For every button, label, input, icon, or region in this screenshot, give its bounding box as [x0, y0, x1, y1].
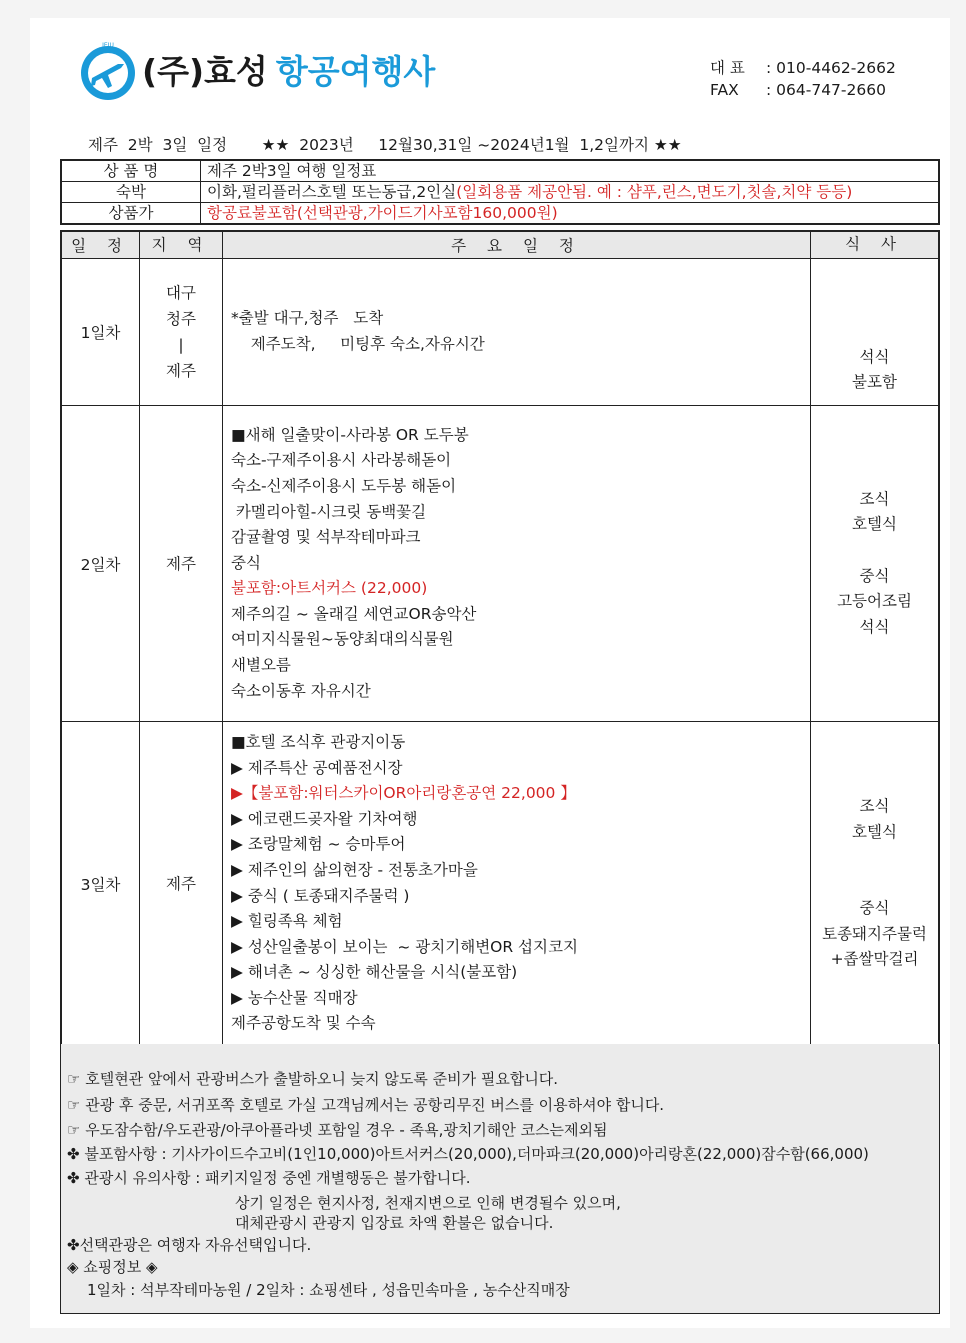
meal-item: 중식	[859, 566, 890, 585]
schedule-item: ▶ 성산일출봉이 보이는 ~ 광치기해변OR 섭지코지	[231, 937, 578, 956]
airplane-globe-logo-icon	[78, 42, 138, 102]
meal-item: 호텔식	[852, 515, 897, 534]
contact-phone-key: 대 표	[710, 59, 745, 77]
region-item: 청주	[166, 310, 196, 328]
logo-text: JEJU	[102, 42, 114, 49]
schedule-item: 숙소-신제주이용시 도두봉 해돋이	[231, 476, 457, 495]
itinerary-row-day2	[61, 406, 939, 722]
info-row-product-name	[61, 160, 939, 182]
contact-fax	[710, 81, 886, 99]
region-item: 대구	[166, 284, 196, 302]
schedule-cell	[223, 259, 811, 406]
note-line: 대체관광시 관광지 입장료 차액 환불은 없습니다.	[235, 1214, 554, 1232]
schedule-item: 감귤촬영 및 석부작테마파크	[231, 528, 421, 547]
meal-item: 조식	[859, 796, 890, 815]
schedule-item: 중식	[231, 553, 261, 572]
meal-item	[811, 294, 938, 320]
meal-item	[811, 319, 938, 345]
meal-item: 석식	[859, 617, 890, 636]
company-name	[142, 46, 435, 93]
header-meal: 식 사	[811, 231, 940, 259]
shopping-info-line: 1일차 : 석부작테마농원 / 2일차 : 쇼핑센타 , 성읍민속마을 , 농수산직매장	[87, 1281, 570, 1299]
note-line: ✤선택관광은 여행자 자유선택입니다.	[67, 1236, 312, 1254]
day-label: 2일차	[61, 406, 140, 722]
notes-box	[60, 1044, 940, 1314]
meal-item	[811, 268, 938, 294]
note-line: ☞ 관광 후 중문, 서귀포쪽 호텔로 가실 고객님께서는 공항리무진 버스를 이용하셔야 합니다.	[67, 1096, 665, 1114]
schedule-item: ▶ 제주특산 공예품전시장	[231, 758, 403, 777]
schedule-item: 제주도착, 미팅후 숙소,자유시간	[231, 335, 485, 353]
region-item: 제주	[166, 874, 196, 893]
info-label: 상품가	[61, 203, 201, 225]
info-value	[201, 203, 940, 225]
meal-item	[811, 871, 938, 897]
day-label: 3일차	[61, 722, 140, 1047]
meal-item: 불포함	[852, 373, 897, 392]
region-item: 제주	[166, 362, 196, 380]
schedule-item: 숙소-구제주이용시 사라봉해돋이	[231, 451, 452, 470]
region-item: 제주	[166, 554, 196, 573]
schedule-cell	[223, 722, 811, 1047]
info-label: 숙박	[61, 182, 201, 203]
info-value	[201, 182, 940, 203]
schedule-item: 제주의길 ~ 올래길 세연교OR송악산	[231, 604, 477, 623]
contact-phone-value: : 010-4462-2662	[766, 59, 896, 77]
header-region: 지 역	[140, 231, 223, 259]
company-prefix: (주)효성	[142, 52, 268, 91]
schedule-cell	[223, 406, 811, 722]
note-line: ☞ 호텔현관 앞에서 관광버스가 출발하오니 늦지 않도록 준비가 필요합니다.	[67, 1070, 559, 1088]
schedule-item: ▶ 제주인의 삶의현장 - 전통초가마을	[231, 860, 478, 879]
region-item: |	[178, 336, 184, 354]
meal-item: 호텔식	[852, 822, 897, 841]
note-line: 상기 일정은 현지사정, 천재지변으로 인해 변경될수 있으며,	[235, 1194, 621, 1212]
info-value-text: 이화,펄리플러스호텔 또는동급,2인실	[207, 183, 457, 201]
meal-item: 석식	[859, 347, 890, 366]
contact-fax-key: FAX	[710, 81, 739, 99]
itinerary-header-row	[61, 231, 939, 259]
itinerary-row-day3	[61, 722, 939, 1047]
info-value-note: (일회용품 제공안됨. 예 : 샴푸,린스,면도기,칫솔,치약 등등)	[456, 183, 853, 201]
contact-phone	[710, 56, 896, 78]
schedule-item: 불포함:아트서커스 (22,000)	[231, 579, 428, 598]
info-value-text: 제주 2박3일 여행 일정표	[207, 162, 377, 180]
schedule-item: ▶ 해녀촌 ~ 싱싱한 해산물을 시식(불포함)	[231, 963, 518, 982]
info-label: 상 품 명	[61, 160, 201, 182]
header-schedule: 주 요 일 정	[223, 231, 811, 259]
schedule-item: 제주공항도착 및 수속	[231, 1014, 376, 1033]
meal-cell	[811, 722, 940, 1047]
meal-item: 중식	[859, 899, 890, 918]
schedule-item: ■호텔 조식후 관광지이동	[231, 732, 406, 751]
info-value-note: 항공료불포함(선택관광,가이드기사포함160,000원)	[207, 204, 558, 222]
meal-item	[811, 538, 938, 564]
schedule-item: 숙소이동후 자유시간	[231, 681, 371, 700]
info-row-lodging	[61, 182, 939, 203]
schedule-item: ▶ 조랑말체험 ~ 승마투어	[231, 835, 406, 854]
schedule-item: ▶ 중식 ( 토종돼지주물럭 )	[231, 886, 410, 905]
schedule-item: 새별오름	[231, 656, 291, 675]
note-line: ✤ 불포함사항 : 기사가이드수고비(1인10,000)아트서커스(20,000),더마파크(20,000)아리랑혼(22,000)잠수함(66,000)	[67, 1145, 869, 1163]
schedule-item: ▶ 농수산물 직매장	[231, 988, 358, 1007]
note-line: ✤ 관광시 유의사항 : 패키지일정 중엔 개별행동은 불가합니다.	[67, 1169, 471, 1187]
itinerary-row-day1	[61, 259, 939, 406]
meal-cell	[811, 259, 940, 406]
day-label: 1일차	[61, 259, 140, 406]
shopping-info-heading: ◈ 쇼핑정보 ◈	[67, 1258, 158, 1276]
contact-fax-value: : 064-747-2660	[766, 81, 886, 99]
itinerary-table	[60, 230, 940, 1047]
meal-item: +좁쌀막걸리	[830, 950, 919, 969]
meal-cell	[811, 406, 940, 722]
itinerary-title-line: 제주 2박 3일 일정 ★★ 2023년 12월30,31일 ~2024년1월 1,2일까지 ★★	[88, 136, 682, 154]
schedule-item: ▶ 힐링족욕 체험	[231, 912, 343, 931]
schedule-item: ■새해 일출맞이-사라봉 OR 도두봉	[231, 425, 469, 444]
region-cell	[140, 722, 223, 1047]
meal-item: 토종돼지주물럭	[822, 924, 927, 943]
region-cell	[140, 406, 223, 722]
schedule-item: *출발 대구,청주 도착	[231, 309, 384, 328]
meal-item: 고등어조림	[837, 592, 912, 611]
schedule-item: ▶【불포함:워터스카이OR아리랑혼공연 22,000 】	[231, 784, 576, 803]
product-info-table	[60, 159, 940, 225]
region-cell	[140, 259, 223, 406]
company-agency: 항공여행사	[275, 52, 436, 91]
header-day: 일 정	[61, 231, 140, 259]
note-line: ☞ 우도잠수함/우도관광/아쿠아플라넷 포함일 경우 - 족욕,광치기해안 코스는제외됨	[67, 1121, 608, 1139]
info-row-price	[61, 203, 939, 225]
schedule-item: 카멜리아힐-시크릿 동백꽃길	[231, 502, 427, 521]
document-page	[30, 18, 950, 1328]
schedule-item: 여미지식물원~동양최대의식물원	[231, 630, 454, 649]
schedule-item: ▶ 에코랜드곶자왈 기차여행	[231, 809, 418, 828]
info-value	[201, 160, 940, 182]
meal-item: 조식	[859, 489, 890, 508]
meal-item	[811, 845, 938, 871]
